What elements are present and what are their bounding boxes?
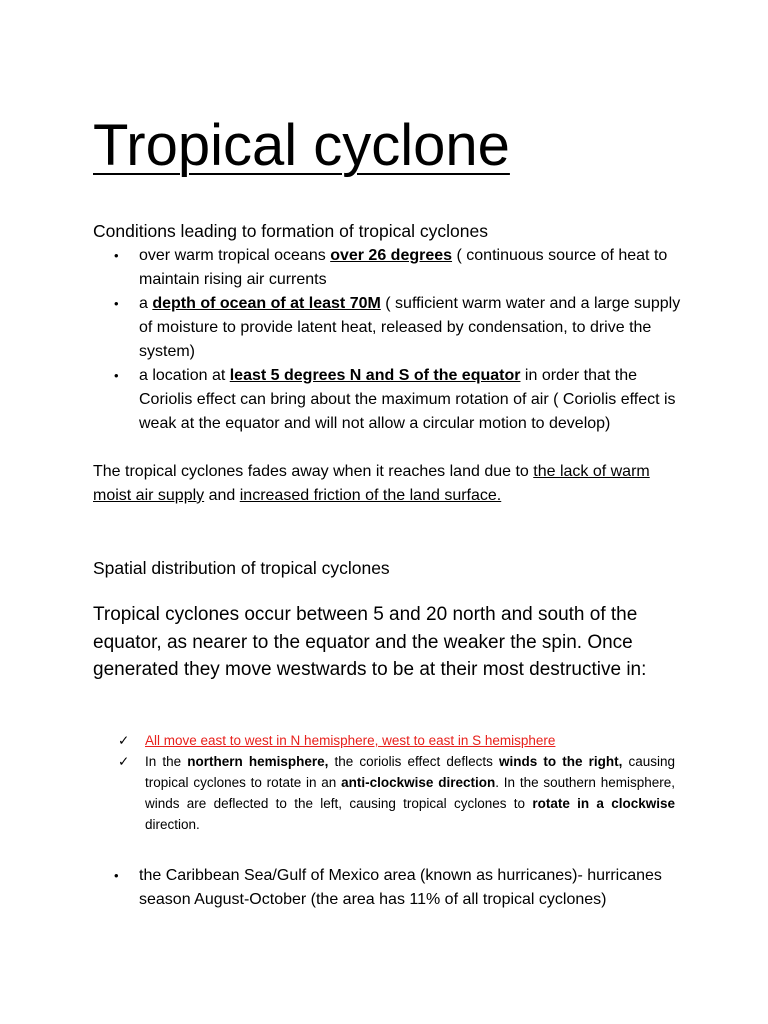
checkmark-icon: ✓ (118, 754, 130, 769)
bullet-icon: • (114, 868, 119, 883)
red-note: All move east to west in N hemisphere, west to east in S hemisphere (145, 733, 556, 748)
list-item: • a depth of ocean of at least 70M ( sufficient warm water and a large supply of moisture to provide latent heat, released by condensation, to drive the system) (93, 292, 683, 364)
list-item: • a location at least 5 degrees N and S of the equator in order that the Coriolis effect can bring about the maximum rotation of air ( Coriolis effect is weak at the equator and will not allow a circular motion to develop) (93, 364, 683, 436)
underlined-text: increased friction of the land surface. (239, 487, 502, 504)
list-item: ✓ In the northern hemisphere, the coriolis effect deflects winds to the right, causing tropical cyclones to rotate in an anti-clockwise direction. In the southern hemisphere, winds are deflected to the left, causing tropical cyclones to rotate in a clockwise direction. (118, 751, 675, 835)
emphasis-text: over 26 degrees (330, 247, 453, 264)
bullet-icon: • (114, 368, 119, 383)
distribution-paragraph: Tropical cyclones occur between 5 and 20 north and south of the equator, as nearer to the equator and the weaker the spin. Once generated they move westwards to be at their most destructive in: (93, 604, 647, 680)
regions-list (93, 864, 683, 912)
checkmark-icon: ✓ (118, 733, 130, 748)
fade-paragraph: The tropical cyclones fades away when it reaches land due to the lack of warm moist air supply and increased friction of the land surface. (93, 463, 650, 504)
checkmark-list (118, 730, 675, 835)
list-item (118, 730, 675, 751)
distribution-heading: Spatial distribution of tropical cyclones (93, 558, 390, 578)
conditions-list (93, 244, 683, 436)
emphasis-text: least 5 degrees N and S of the equator (229, 367, 521, 384)
bullet-icon: • (114, 296, 119, 311)
page-title: Tropical cyclone (93, 113, 510, 178)
underlined-text: the lack of warm moist air supply (93, 463, 650, 504)
list-item: • the Caribbean Sea/Gulf of Mexico area (known as hurricanes)- hurricanes season August-October (the area has 11% of all tropical cyclones) (93, 864, 683, 912)
list-item: • over warm tropical oceans over 26 degrees ( continuous source of heat to maintain rising air currents (93, 244, 683, 292)
emphasis-text: depth of ocean of at least 70M (152, 295, 381, 312)
bullet-icon: • (114, 248, 119, 263)
conditions-heading: Conditions leading to formation of tropical cyclones (93, 221, 488, 241)
